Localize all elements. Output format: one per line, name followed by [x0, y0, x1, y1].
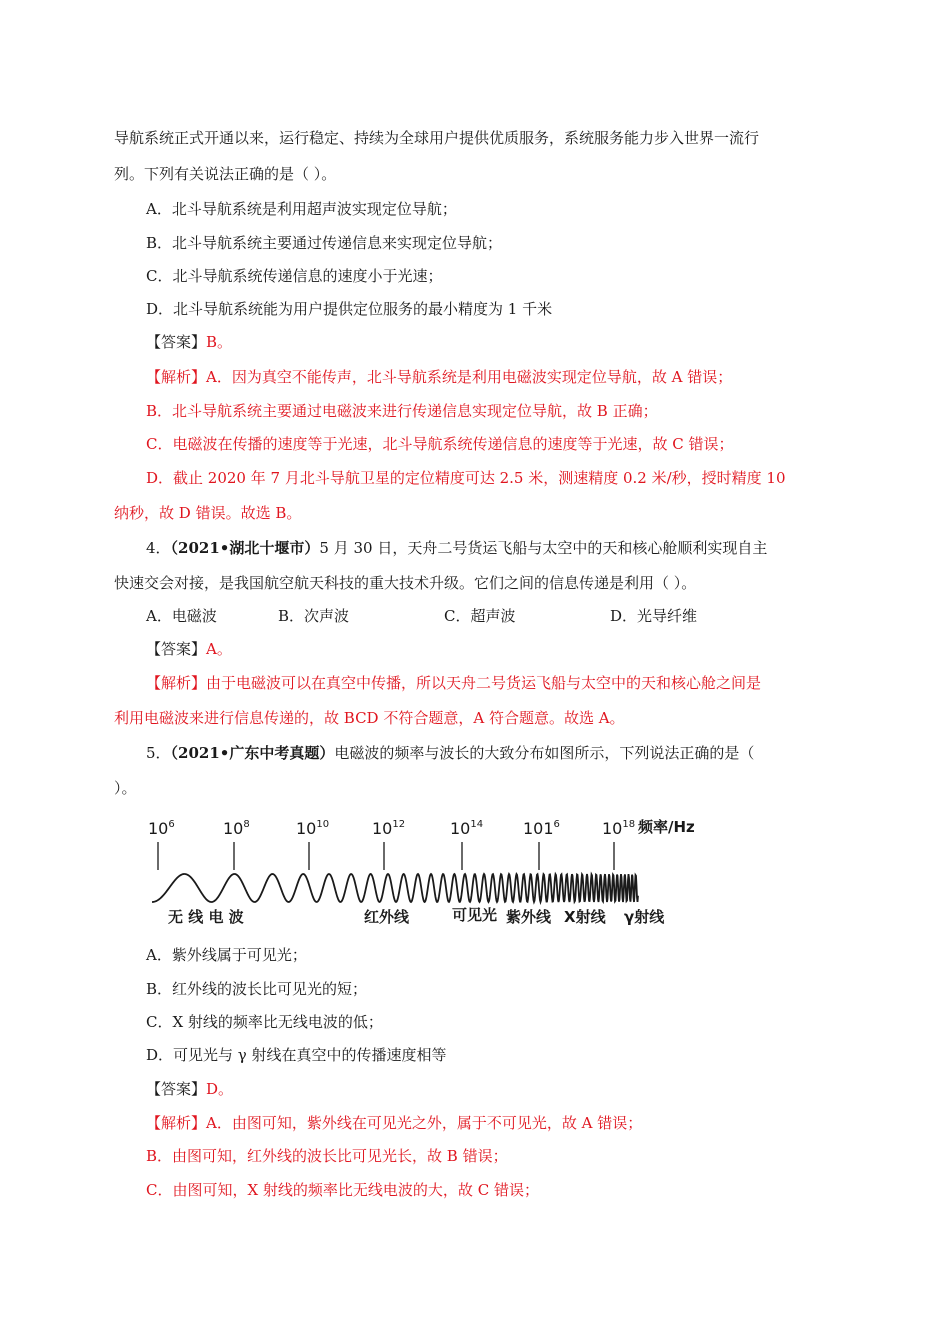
band-visible: 可见光 — [452, 906, 498, 924]
q4-stem-line2: 快速交会对接，是我国航空航天科技的重大技术升级。它们之间的信息传递是利用（ ）。 — [114, 574, 697, 592]
analysis-text: A．因为真空不能传声，北斗导航系统是利用电磁波实现定位导航，故 A 错误； — [206, 368, 733, 386]
answer-tag: 【答案】 — [146, 640, 207, 658]
analysis-tag: 【解析】 — [146, 674, 207, 692]
question-source: （2021•湖北十堰市） — [170, 539, 320, 557]
analysis-text: 由于电磁波可以在真空中传播，所以天舟二号货运飞船与太空中的天和核心舱之间是 — [206, 674, 762, 692]
analysis-tag: 【解析】 — [146, 368, 207, 386]
q4-analysis-line1 — [146, 672, 761, 694]
question-text: 电磁波的频率与波长的大致分布如图所示，下列说法正确的是（ — [334, 744, 755, 762]
band-radio: 无 线 电 波 — [168, 908, 244, 926]
q3-answer — [146, 331, 232, 353]
answer-tag: 【答案】 — [146, 1080, 207, 1098]
q4-analysis-line2: 利用电磁波来进行信息传递的，故 BCD 不符合题意，A 符合题意。故选 A。 — [114, 709, 625, 727]
tick-label-1e14: $10^{14}$ — [450, 819, 484, 838]
q4-stem-line1 — [146, 537, 767, 559]
q3-option-b: B．北斗导航系统主要通过传递信息来实现定位导航； — [146, 234, 503, 252]
answer-value: B。 — [206, 333, 233, 351]
band-gamma: γ射线 — [624, 908, 665, 926]
question-text: 5 月 30 日，天舟二号货运飞船与太空中的天和核心舱顺利实现自主 — [319, 539, 768, 557]
q3-option-d: D．北斗导航系统能为用户提供定位服务的最小精度为 1 千米 — [146, 300, 553, 318]
q3-analysis-line4: D．截止 2020 年 7 月北斗导航卫星的定位精度可达 2.5 米，测速精度 0.2 米/秒，授时精度 10 — [146, 469, 786, 487]
band-xray: X射线 — [564, 908, 606, 926]
q3-option-c: C．北斗导航系统传递信息的速度小于光速； — [146, 267, 443, 285]
tick-label-1e6: $10^6$ — [148, 819, 175, 838]
tick-label-1e12: $10^{12}$ — [372, 819, 406, 838]
band-infrared: 红外线 — [364, 908, 410, 926]
tick-label-1e16: $101^6$ — [523, 819, 560, 838]
q5-answer — [146, 1078, 233, 1100]
q3-stem-line1: 导航系统正式开通以来，运行稳定、持续为全球用户提供优质服务，系统服务能力步入世界一流行 — [114, 129, 760, 147]
wave-curve — [152, 874, 638, 902]
q3-option-a: A．北斗导航系统是利用超声波实现定位导航； — [146, 200, 457, 218]
analysis-text: A．由图可知，紫外线在可见光之外，属于不可见光，故 A 错误； — [206, 1114, 643, 1132]
question-number: 5． — [146, 744, 171, 762]
tick-label-1e8: $10^8$ — [223, 819, 250, 838]
q4-option-c: C．超声波 — [444, 607, 516, 625]
q5-stem-line1 — [146, 742, 754, 764]
band-ultraviolet: 紫外线 — [506, 908, 552, 926]
q5-option-c: C．X 射线的频率比无线电波的低； — [146, 1013, 383, 1031]
axis-unit-label: 频率/Hz — [638, 818, 695, 836]
q4-option-b: B．次声波 — [278, 607, 350, 625]
q4-option-a: A．电磁波 — [146, 607, 217, 625]
q5-option-a: A．紫外线属于可见光； — [146, 946, 307, 964]
q4-option-d: D．光导纤维 — [610, 607, 698, 625]
frequency-ticks — [158, 842, 614, 870]
answer-tag: 【答案】 — [146, 333, 207, 351]
tick-label-1e10: $10^{10}$ — [296, 819, 330, 838]
answer-value: D。 — [206, 1080, 234, 1098]
q3-stem-line2: 列。下列有关说法正确的是（ ）。 — [114, 165, 337, 183]
frequency-labels — [148, 818, 695, 838]
q5-stem-line2: ）。 — [114, 779, 137, 797]
tick-label-1e18: $10^{18}$ — [602, 819, 636, 838]
q3-analysis-line1 — [146, 366, 732, 388]
q5-analysis-line2: B．由图可知，红外线的波长比可见光长，故 B 错误； — [146, 1147, 508, 1165]
answer-value: A。 — [206, 640, 232, 658]
q3-analysis-line3: C．电磁波在传播的速度等于光速，北斗导航系统传递信息的速度等于光速，故 C 错误； — [146, 435, 734, 453]
band-labels — [168, 906, 665, 926]
question-number: 4． — [146, 539, 171, 557]
q4-answer — [146, 638, 232, 660]
question-source: （2021•广东中考真题） — [170, 744, 335, 762]
q5-option-b: B．红外线的波长比可见光的短； — [146, 980, 368, 998]
q5-option-d: D．可见光与 γ 射线在真空中的传播速度相等 — [146, 1046, 447, 1064]
q5-analysis-line3: C．由图可知，X 射线的频率比无线电波的大，故 C 错误； — [146, 1181, 539, 1199]
q3-analysis-line2: B．北斗导航系统主要通过电磁波来进行传递信息实现定位导航，故 B 正确； — [146, 402, 658, 420]
q5-analysis-line1 — [146, 1112, 642, 1134]
q3-analysis-line5: 纳秒，故 D 错误。故选 B。 — [114, 504, 302, 522]
em-spectrum-figure — [146, 812, 706, 932]
analysis-tag: 【解析】 — [146, 1114, 207, 1132]
